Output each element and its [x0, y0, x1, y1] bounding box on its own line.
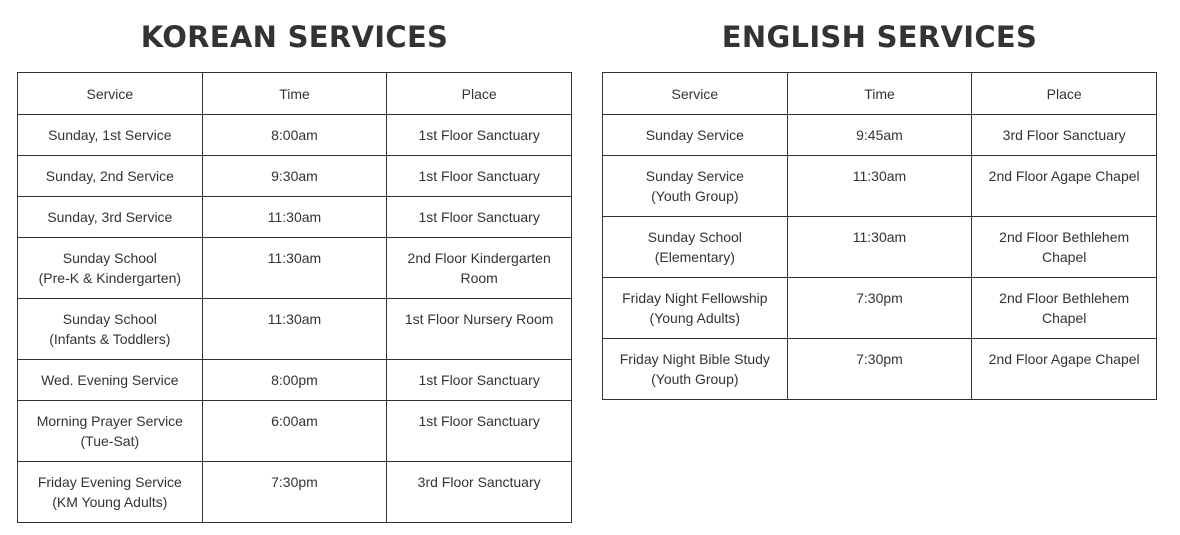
- place-cell-line: 1st Floor Sanctuary: [418, 168, 540, 184]
- place-cell: [972, 156, 1157, 217]
- time-cell: 11:30am: [202, 299, 387, 360]
- table-row: [18, 462, 572, 523]
- table-row: [18, 197, 572, 238]
- service-cell: [18, 238, 203, 299]
- english-services-section: [602, 0, 1157, 400]
- place-cell-line: 3rd Floor Sanctuary: [1002, 127, 1126, 143]
- place-cell-line: Chapel: [1041, 249, 1087, 265]
- service-cell-line: Sunday Service: [645, 127, 744, 143]
- service-cell-line: (KM Young Adults): [52, 494, 168, 510]
- time-cell: 8:00am: [202, 115, 387, 156]
- column-header-service: Service: [603, 73, 788, 115]
- service-cell-line: (Infants & Toddlers): [49, 331, 171, 347]
- table-row: [18, 401, 572, 462]
- english-services-body: [603, 115, 1157, 400]
- service-cell-line: (Youth Group): [651, 188, 739, 204]
- table-row: [18, 238, 572, 299]
- place-cell-line: 1st Floor Nursery Room: [404, 311, 554, 327]
- place-cell-line: 2nd Floor Agape Chapel: [988, 168, 1140, 184]
- service-cell-line: (Pre-K & Kindergarten): [38, 270, 182, 286]
- place-cell: [387, 401, 572, 462]
- korean-services-section: [17, 0, 572, 523]
- service-cell-line: Friday Night Fellowship: [622, 290, 768, 306]
- service-cell-line: Sunday School: [62, 250, 157, 266]
- service-cell: [18, 360, 203, 401]
- place-cell: [972, 115, 1157, 156]
- table-row: [18, 156, 572, 197]
- service-cell: [18, 115, 203, 156]
- place-cell: [387, 238, 572, 299]
- time-cell: 7:30pm: [787, 339, 972, 400]
- service-cell-line: Sunday Service: [645, 168, 744, 184]
- place-cell-line: 1st Floor Sanctuary: [418, 127, 540, 143]
- service-cell: [603, 217, 788, 278]
- service-cell: [603, 115, 788, 156]
- place-cell-line: 1st Floor Sanctuary: [418, 413, 540, 429]
- service-cell-line: Sunday School: [647, 229, 742, 245]
- service-cell-line: Sunday School: [62, 311, 157, 327]
- column-header-time: Time: [202, 73, 387, 115]
- place-cell-line: 2nd Floor Agape Chapel: [988, 351, 1140, 367]
- place-cell-line: 2nd Floor Bethlehem: [999, 229, 1130, 245]
- service-cell-line: Friday Evening Service: [37, 474, 182, 490]
- time-cell: 9:45am: [787, 115, 972, 156]
- table-header-row: [18, 73, 572, 115]
- service-cell: [603, 156, 788, 217]
- service-cell: [18, 156, 203, 197]
- korean-services-title: KOREAN SERVICES: [140, 20, 449, 54]
- service-cell-line: (Tue-Sat): [80, 433, 140, 449]
- place-cell-line: 2nd Floor Kindergarten: [407, 250, 551, 266]
- place-cell-line: 1st Floor Sanctuary: [418, 372, 540, 388]
- time-cell: 11:30am: [787, 156, 972, 217]
- korean-services-body: [18, 115, 572, 523]
- english-services-table: [602, 72, 1157, 400]
- time-cell: 11:30am: [202, 197, 387, 238]
- place-cell: [387, 156, 572, 197]
- column-header-place: Place: [972, 73, 1157, 115]
- place-cell: [972, 278, 1157, 339]
- time-cell: 9:30am: [202, 156, 387, 197]
- place-cell-line: Room: [460, 270, 498, 286]
- table-row: [18, 115, 572, 156]
- time-cell: 7:30pm: [202, 462, 387, 523]
- column-header-time: Time: [787, 73, 972, 115]
- service-cell-line: Morning Prayer Service: [36, 413, 183, 429]
- table-header-row: [603, 73, 1157, 115]
- place-cell: [387, 462, 572, 523]
- time-cell: 11:30am: [787, 217, 972, 278]
- column-header-service: Service: [18, 73, 203, 115]
- table-row: [603, 278, 1157, 339]
- service-cell: [18, 299, 203, 360]
- place-cell-line: Chapel: [1041, 310, 1087, 326]
- place-cell: [387, 299, 572, 360]
- column-header-place: Place: [387, 73, 572, 115]
- time-cell: 8:00pm: [202, 360, 387, 401]
- service-cell-line: (Elementary): [654, 249, 735, 265]
- service-cell-line: Friday Night Bible Study: [619, 351, 770, 367]
- time-cell: 11:30am: [202, 238, 387, 299]
- service-cell-line: Wed. Evening Service: [41, 372, 179, 388]
- place-cell-line: 1st Floor Sanctuary: [418, 209, 540, 225]
- table-row: [18, 299, 572, 360]
- table-row: [603, 156, 1157, 217]
- table-row: [603, 115, 1157, 156]
- service-cell: [18, 401, 203, 462]
- service-cell-line: Sunday, 3rd Service: [47, 209, 173, 225]
- place-cell: [387, 360, 572, 401]
- table-row: [603, 339, 1157, 400]
- table-row: [18, 360, 572, 401]
- service-cell: [18, 197, 203, 238]
- service-cell-line: (Youth Group): [651, 371, 739, 387]
- service-cell: [603, 278, 788, 339]
- service-cell-line: Sunday, 1st Service: [48, 127, 172, 143]
- korean-services-table: [17, 72, 572, 523]
- place-cell-line: 2nd Floor Bethlehem: [999, 290, 1130, 306]
- time-cell: 7:30pm: [787, 278, 972, 339]
- place-cell: [387, 197, 572, 238]
- time-cell: 6:00am: [202, 401, 387, 462]
- service-cell-line: (Young Adults): [649, 310, 741, 326]
- service-cell: [603, 339, 788, 400]
- place-cell: [972, 339, 1157, 400]
- place-cell-line: 3rd Floor Sanctuary: [417, 474, 541, 490]
- service-cell-line: Sunday, 2nd Service: [45, 168, 174, 184]
- table-row: [603, 217, 1157, 278]
- english-services-title: ENGLISH SERVICES: [721, 20, 1038, 54]
- place-cell: [387, 115, 572, 156]
- place-cell: [972, 217, 1157, 278]
- service-cell: [18, 462, 203, 523]
